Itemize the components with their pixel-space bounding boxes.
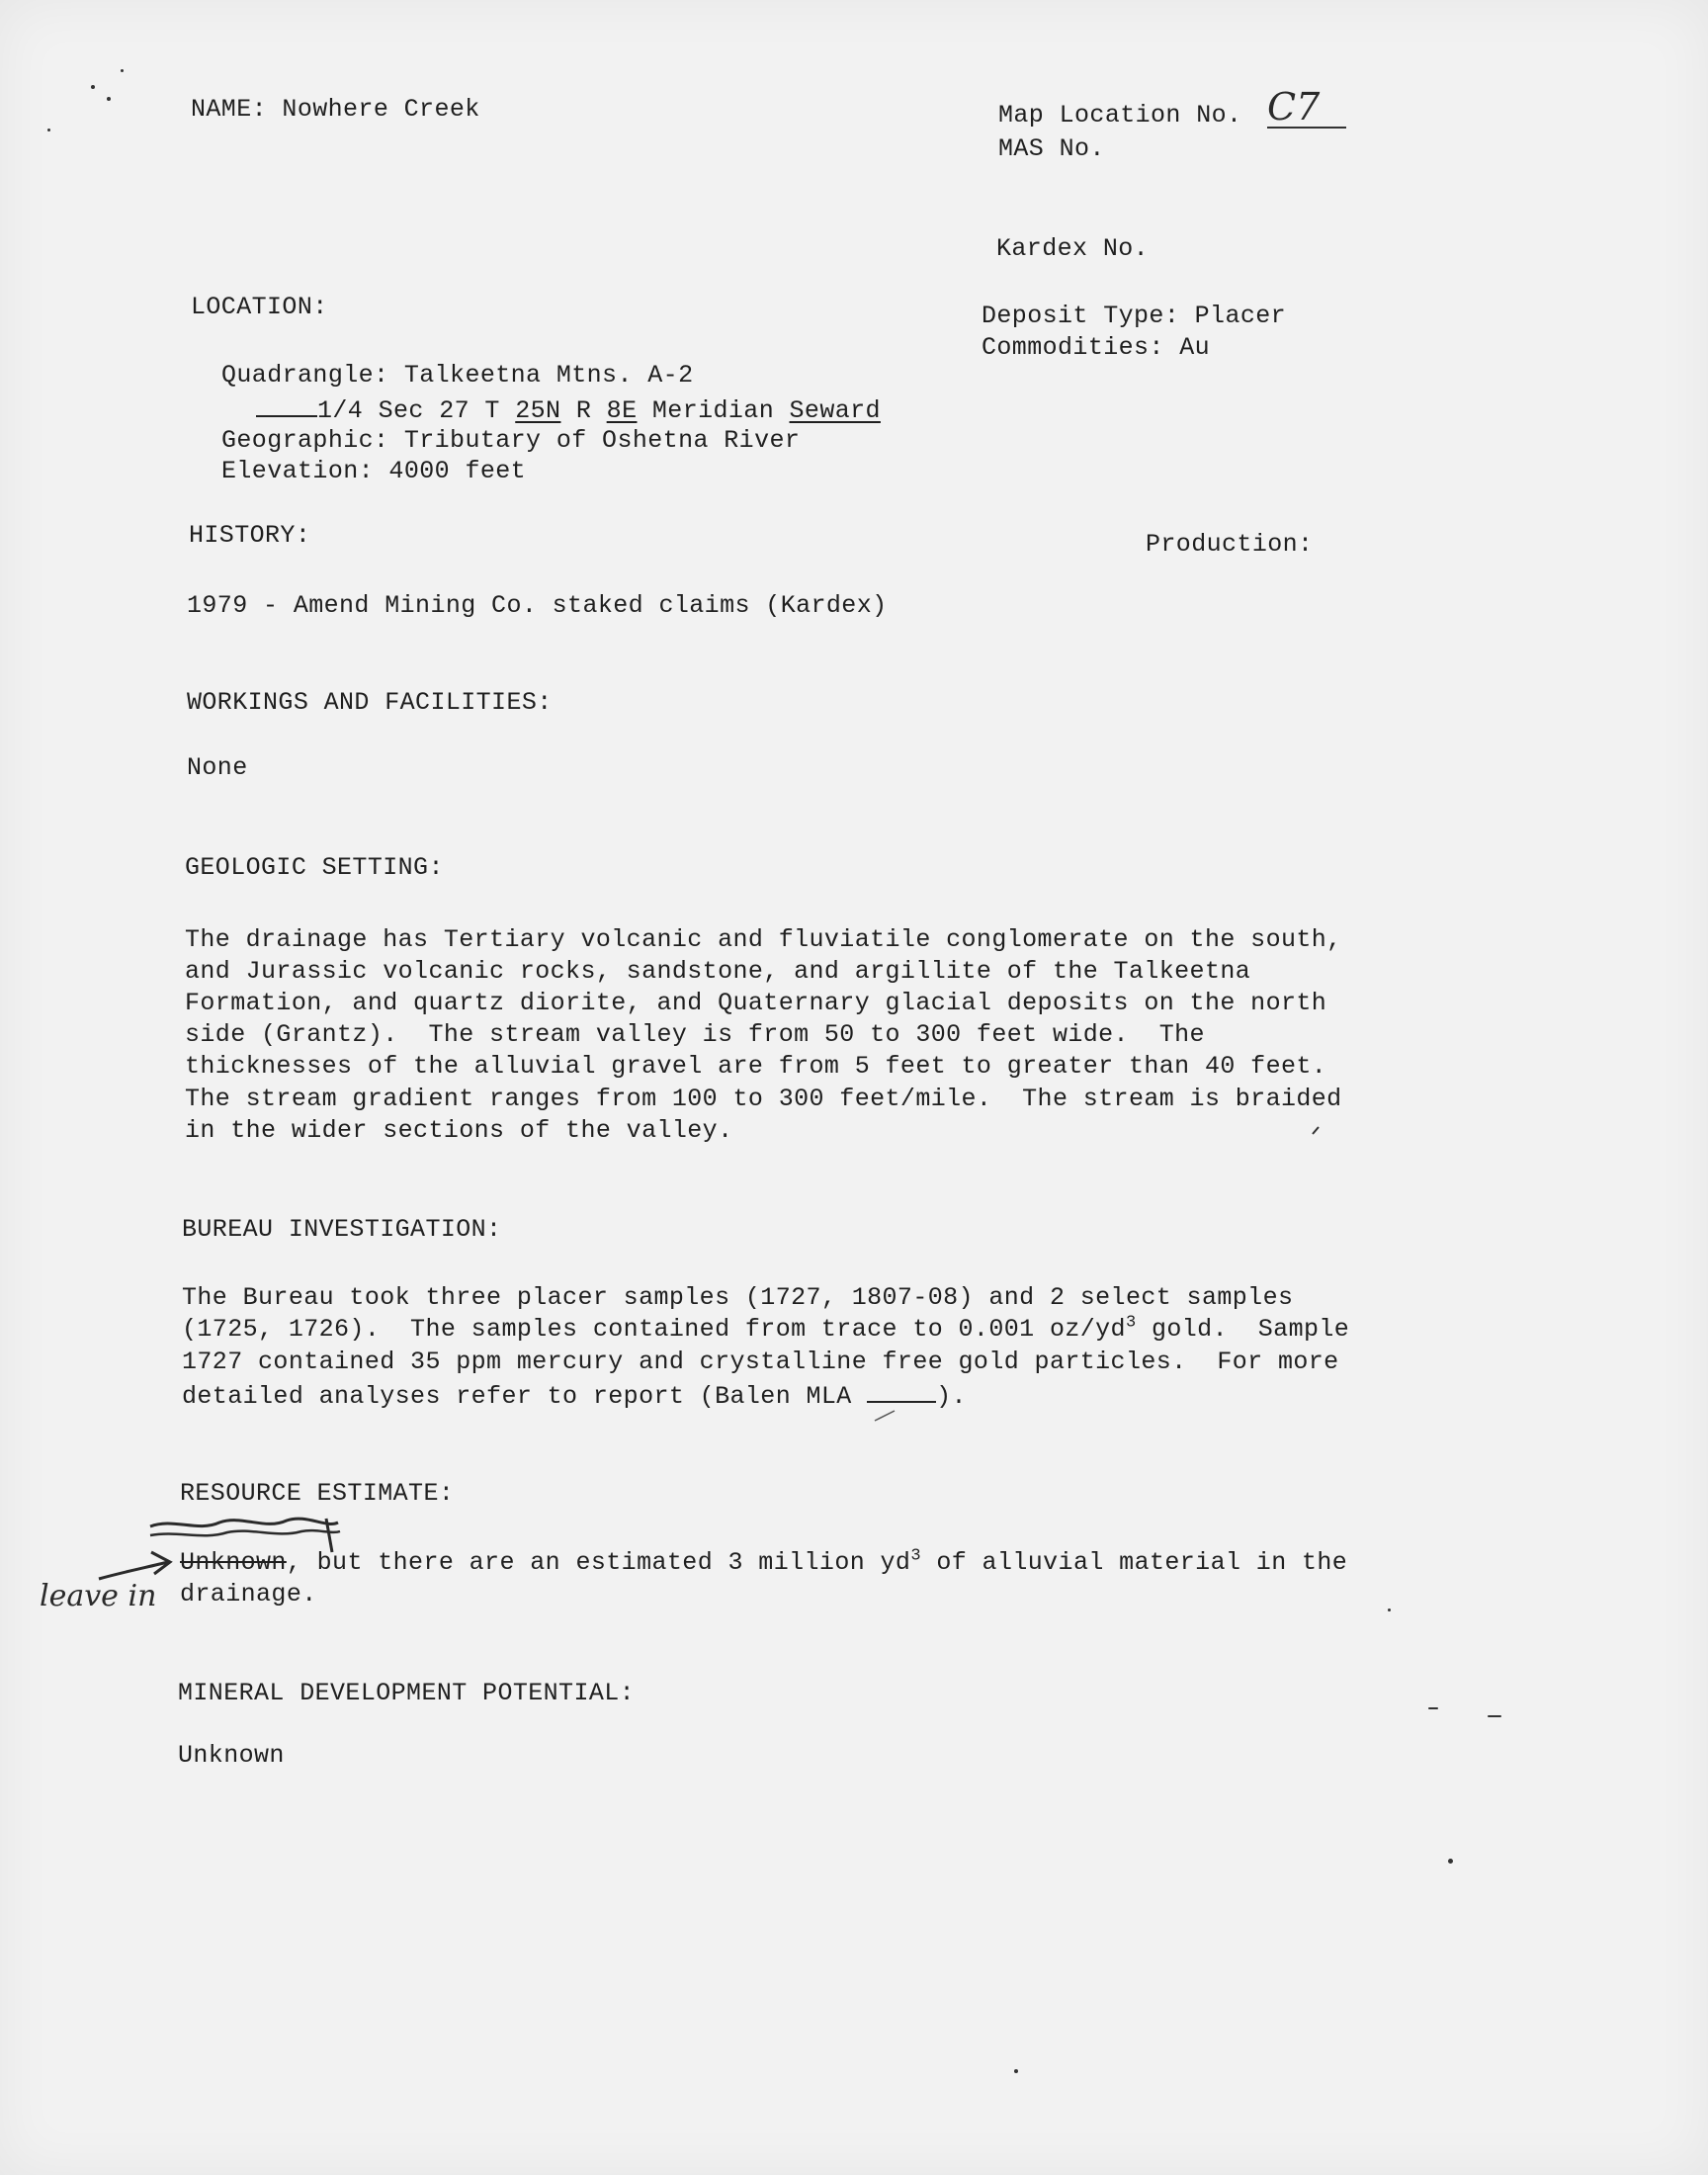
mas-number-label: MAS No. — [998, 134, 1105, 163]
struck-word: Unknown — [180, 1548, 287, 1577]
geologic-line: side (Grantz). The stream valley is from 50 to 300 feet wide. The — [185, 1020, 1205, 1049]
geographic: Geographic: Tributary of Oshetna River — [221, 426, 801, 455]
bureau-heading: BUREAU INVESTIGATION: — [182, 1215, 502, 1244]
stray-mark — [1313, 1127, 1319, 1134]
geologic-line: thicknesses of the alluvial gravel are from 5 feet to greater than 40 feet. — [185, 1052, 1327, 1081]
geologic-line: in the wider sections of the valley. — [185, 1116, 733, 1145]
township-value: 25N — [515, 396, 561, 425]
meridian-label: Meridian — [637, 396, 790, 425]
potential-heading: MINERAL DEVELOPMENT POTENTIAL: — [178, 1679, 636, 1707]
range-label: R — [560, 396, 607, 425]
superscript: 3 — [910, 1546, 921, 1566]
commodities: Commodities: Au — [982, 333, 1211, 362]
superscript: 3 — [1125, 1313, 1137, 1333]
speck — [107, 97, 111, 101]
range-value: 8E — [606, 396, 638, 425]
bureau-line-text: ). — [936, 1382, 967, 1411]
potential-text: Unknown — [178, 1741, 285, 1770]
section-text: 1/4 Sec 27 T — [317, 396, 516, 425]
geologic-line: and Jurassic volcanic rocks, sandstone, and argillite of the Talkeetna — [185, 957, 1251, 986]
bureau-line: 1727 contained 35 ppm mercury and crystalline free gold particles. For more — [182, 1348, 1339, 1376]
location-heading: LOCATION: — [191, 293, 328, 321]
scribble-mark — [150, 1519, 338, 1526]
kardex-number-label: Kardex No. — [996, 234, 1150, 263]
deposit-type: Deposit Type: Placer — [982, 302, 1287, 330]
map-location-label: Map Location No. — [998, 101, 1242, 130]
speck — [1014, 2069, 1018, 2073]
speck — [91, 85, 95, 89]
name-value: Nowhere Creek — [282, 95, 480, 124]
stray-mark — [875, 1411, 895, 1421]
bureau-line-text: detailed analyses refer to report (Balen MLA — [182, 1382, 868, 1411]
speck — [47, 129, 50, 131]
bureau-line-text: gold. Sample — [1136, 1315, 1350, 1344]
map-location-value: C7 — [1267, 87, 1346, 129]
scribble-mark — [150, 1530, 340, 1535]
production-label: Production: — [1146, 530, 1314, 559]
speck — [1448, 1859, 1453, 1864]
resource-heading: RESOURCE ESTIMATE: — [180, 1479, 455, 1508]
meridian-value: Seward — [789, 396, 881, 425]
resource-line: drainage. — [180, 1580, 317, 1609]
workings-text: None — [187, 753, 248, 782]
history-entry: 1979 - Amend Mining Co. staked claims (Kardex) — [187, 591, 888, 620]
quadrangle: Quadrangle: Talkeetna Mtns. A-2 — [221, 361, 694, 390]
geologic-line: Formation, and quartz diorite, and Quaternary glacial deposits on the north — [185, 989, 1327, 1017]
elevation: Elevation: 4000 feet — [221, 457, 527, 485]
speck — [1488, 1715, 1501, 1717]
workings-heading: WORKINGS AND FACILITIES: — [187, 688, 553, 717]
speck — [1428, 1707, 1438, 1709]
geologic-line: The drainage has Tertiary volcanic and fluviatile conglomerate on the south, — [185, 925, 1342, 954]
resource-line-text: , but there are an estimated 3 million yd — [286, 1548, 911, 1577]
speck — [1388, 1609, 1391, 1611]
history-heading: HISTORY: — [189, 521, 311, 550]
geologic-heading: GEOLOGIC SETTING: — [185, 853, 444, 882]
handwritten-note-leave-in: leave in — [40, 1579, 157, 1613]
geologic-line: The stream gradient ranges from 100 to 300 feet/mile. The stream is braided — [185, 1085, 1342, 1113]
bureau-line-text: (1725, 1726). The samples contained from trace to 0.001 oz/yd — [182, 1315, 1126, 1344]
name-label: NAME: — [191, 95, 268, 124]
speck — [121, 69, 124, 72]
bureau-line: The Bureau took three placer samples (1727, 1807-08) and 2 select samples — [182, 1283, 1294, 1312]
resource-line-text: of alluvial material in the — [920, 1548, 1348, 1577]
